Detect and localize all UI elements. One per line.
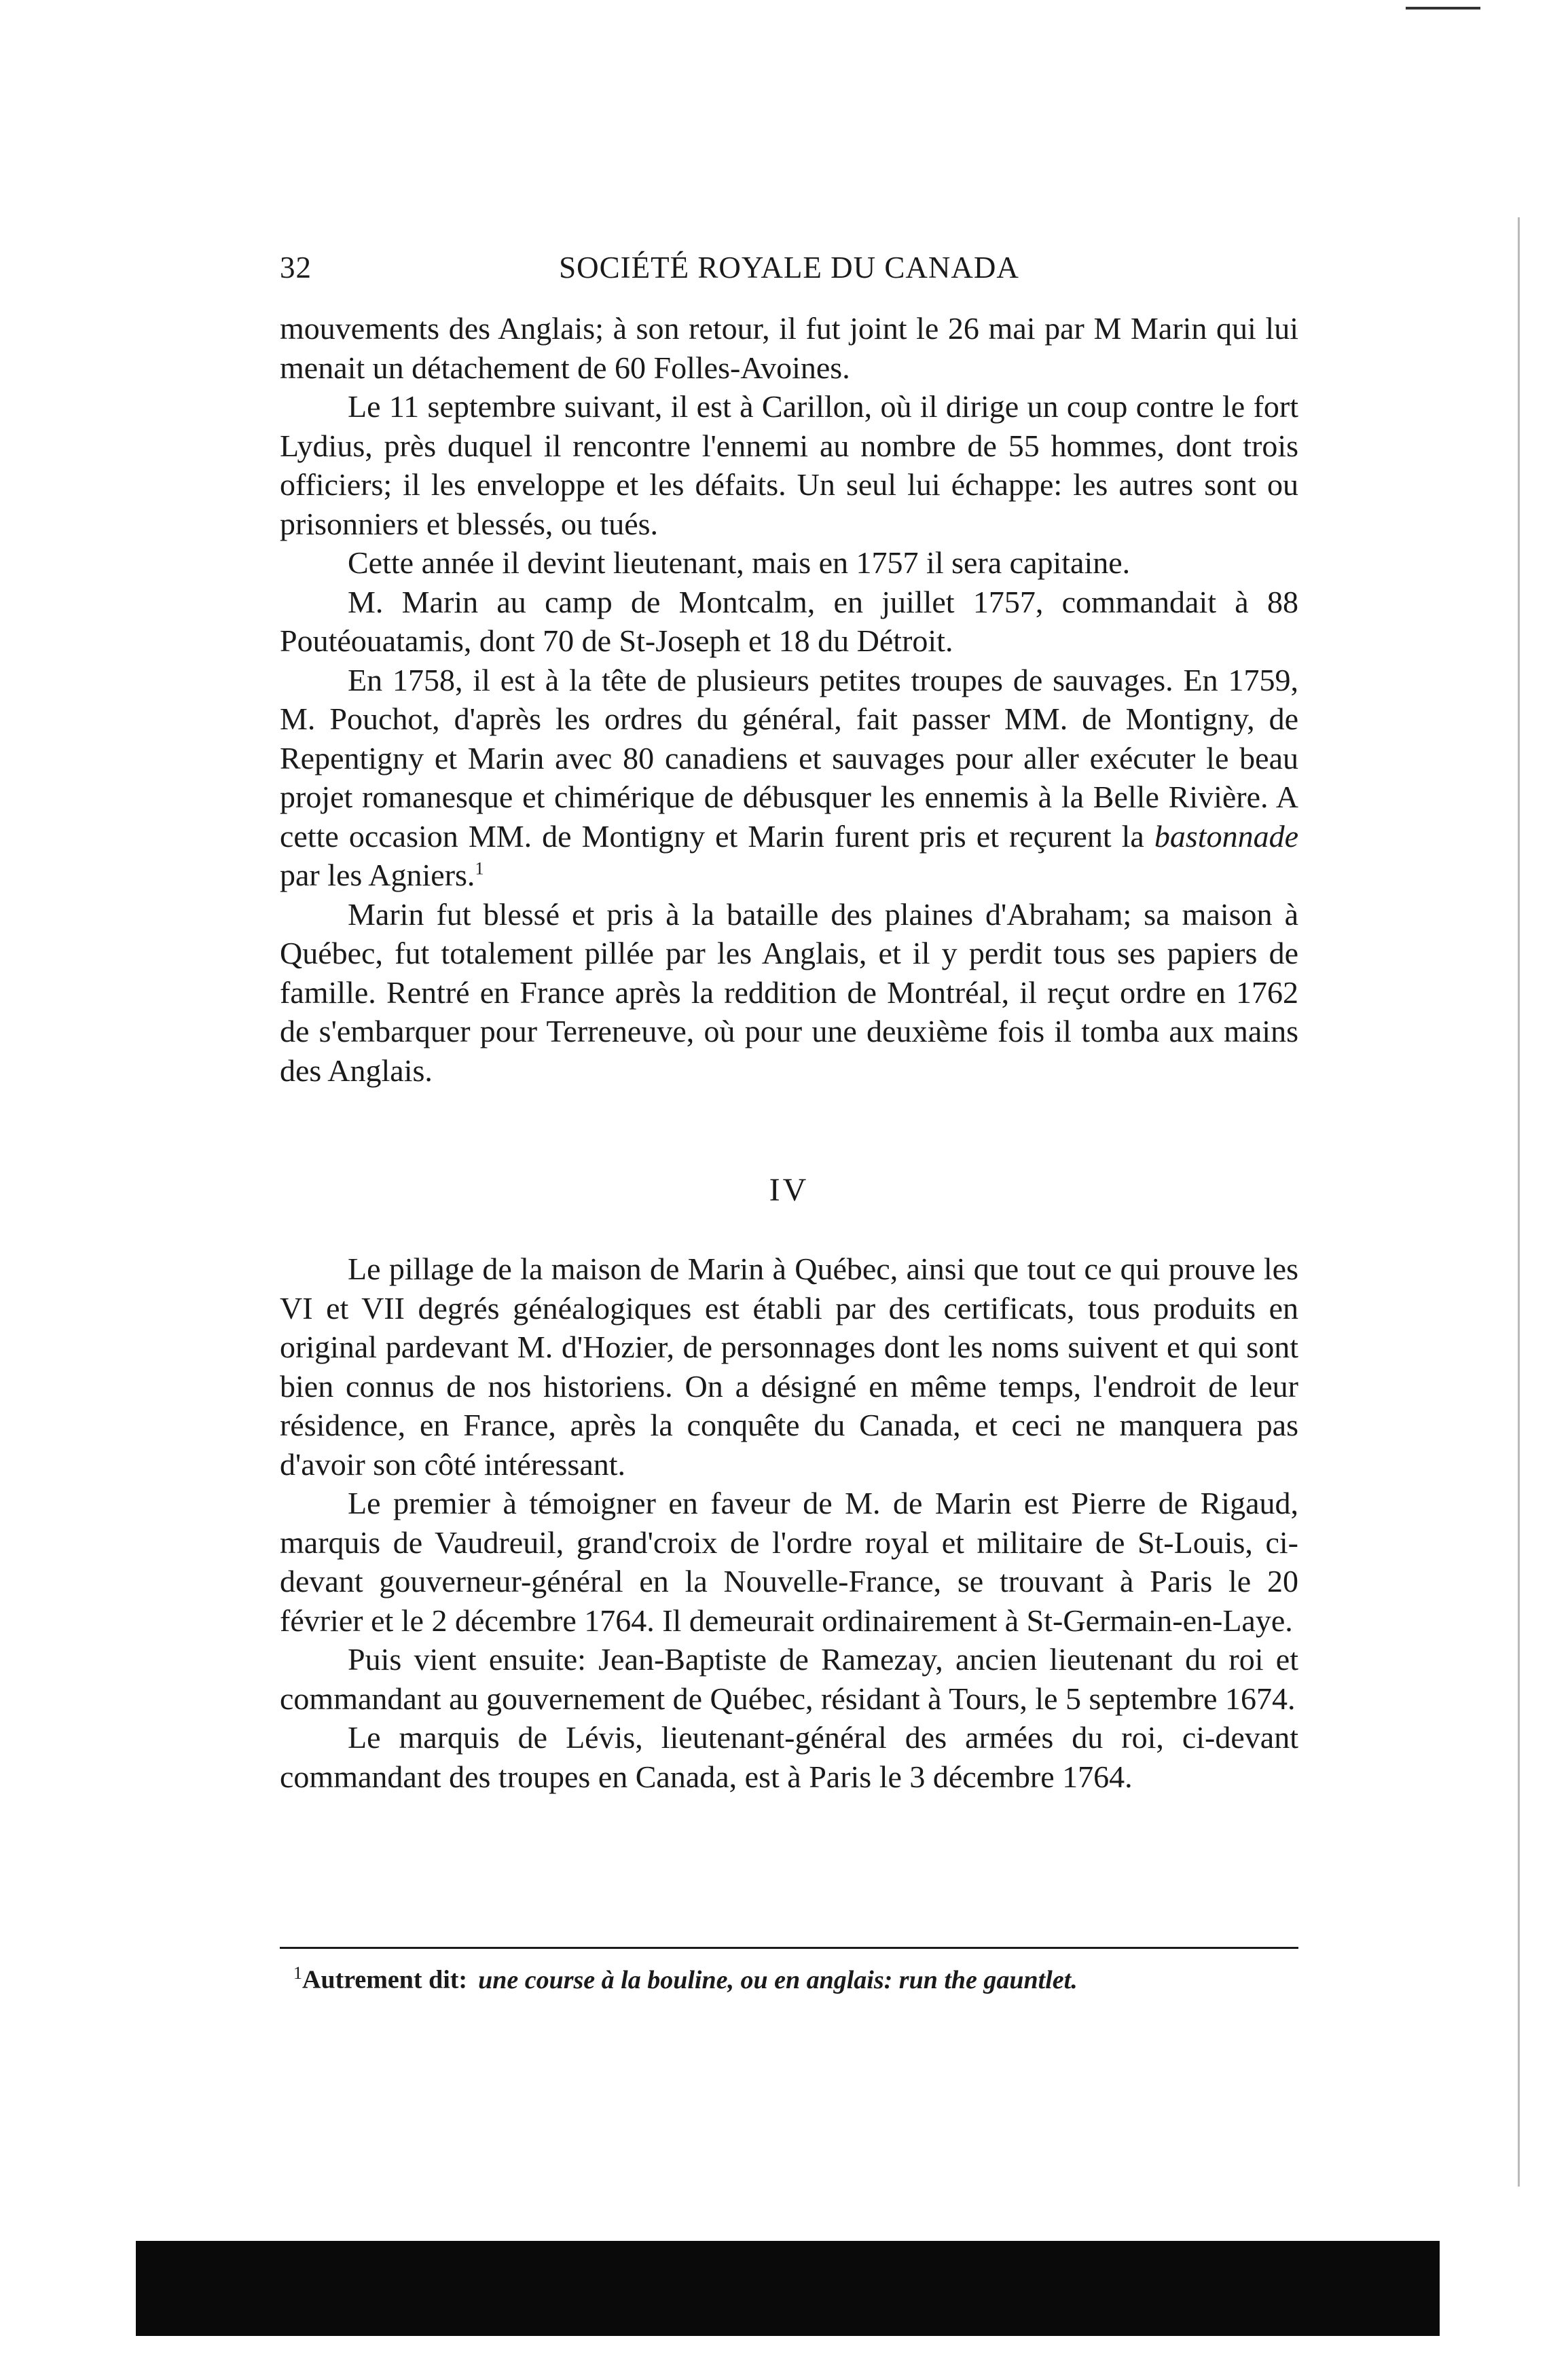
- paragraph: Le marquis de Lévis, lieutenant-général des armées du roi, ci-devant commandant des troupes en Canada, est à Paris le 3 décembre 1764.: [280, 1720, 1298, 1794]
- paragraph: M. Marin au camp de Montcalm, en juillet 1757, commandait à 88 Poutéouatamis, dont 70 de St-Joseph et 18 du Détroit.: [280, 584, 1298, 658]
- page-edge-line: [1518, 217, 1520, 2187]
- footnote-text: une course à la bouline, ou en anglais: run the gauntlet.: [478, 1965, 1078, 1994]
- paragraph: [280, 661, 1298, 895]
- paragraph: Marin fut blessé et pris à la bataille des plaines d'Abraham; sa maison à Québec, fut totalement pillée par les Anglais, et il y perdit tous ses papiers de famille. Rentré en France après la reddition de Montréal, il reçut ordre en 1762 de s'embarquer pour Terreneuve, où pour une deuxième fois il tomba aux mains des Anglais.: [280, 896, 1298, 1088]
- running-title: SOCIÉTÉ ROYALE DU CANADA: [559, 251, 1019, 285]
- paragraph: Le pillage de la maison de Marin à Québec, ainsi que tout ce qui prouve les VI et VII degrés généalogiques est établi par des certificats, tous produits en original pardevant M. d'Hozier, de personnages dont les noms suivent et qui sont bien connus de nos historiens. On a désigné en même temps, l'endroit de leur résidence, en France, après la conquête du Canada, et ceci ne manquera pas d'avoir son côté intéressant.: [280, 1251, 1298, 1482]
- paragraph: Puis vient ensuite: Jean-Baptiste de Ramezay, ancien lieutenant du roi et commandant au gouvernement de Québec, résidant à Tours, le 5 septembre 1674.: [280, 1642, 1298, 1716]
- section-heading: IV: [769, 1172, 809, 1208]
- footnote: [293, 1957, 1298, 1996]
- footnote-label: Autrement dit:: [302, 1965, 468, 1994]
- paragraph: Cette année il devint lieutenant, mais en 1757 il sera capitaine.: [348, 545, 1131, 580]
- footnote-marker: 1: [293, 1963, 302, 1983]
- page-header: [280, 250, 1298, 297]
- paragraph-tail: par les Agniers.: [280, 858, 475, 892]
- footnote-ref: 1: [475, 858, 484, 879]
- scan-mark: [1406, 7, 1480, 10]
- paragraph: Le 11 septembre suivant, il est à Carillon, où il dirige un coup contre le fort Lydius, près duquel il rencontre l'ennemi au nombre de 55 hommes, dont trois officiers; il les enveloppe et les défaits. Un seul lui échappe: les autres sont ou prisonniers et blessés, ou tués.: [280, 389, 1298, 541]
- italic-term: bastonnade: [1154, 818, 1299, 854]
- paragraph: Le premier à témoigner en faveur de M. de Marin est Pierre de Rigaud, marquis de Vaudreuil, grand'croix de l'ordre royal et militaire de St-Louis, ci-devant gouverneur-général en la Nouvelle-France, se trouvant à Paris le 20 février et le 2 décembre 1764. Il demeurait ordinairement à St-Germain-en-Laye.: [280, 1486, 1298, 1638]
- footnote-rule: [280, 1947, 1298, 1949]
- scan-border: [136, 2241, 1440, 2336]
- text-block-2: [280, 1249, 1298, 1796]
- paragraph-text: En 1758, il est à la tête de plusieurs petites troupes de sauvages. En 1759, M. Pouchot, d'après les ordres du général, fait passer MM. de Montigny, de Repentigny et Marin avec 80 canadiens et sauvages pour aller exécuter le beau projet romanesque et chimérique de débusquer les ennemis à la Belle Rivière. A cette occasion MM. de Montigny et Marin furent pris et reçurent la: [280, 662, 1298, 854]
- page-number: 32: [280, 251, 312, 285]
- paragraph: mouvements des Anglais; à son retour, il fut joint le 26 mai par M Marin qui lui menait un détachement de 60 Folles-Avoines.: [280, 311, 1298, 385]
- text-block-1: [280, 309, 1298, 1090]
